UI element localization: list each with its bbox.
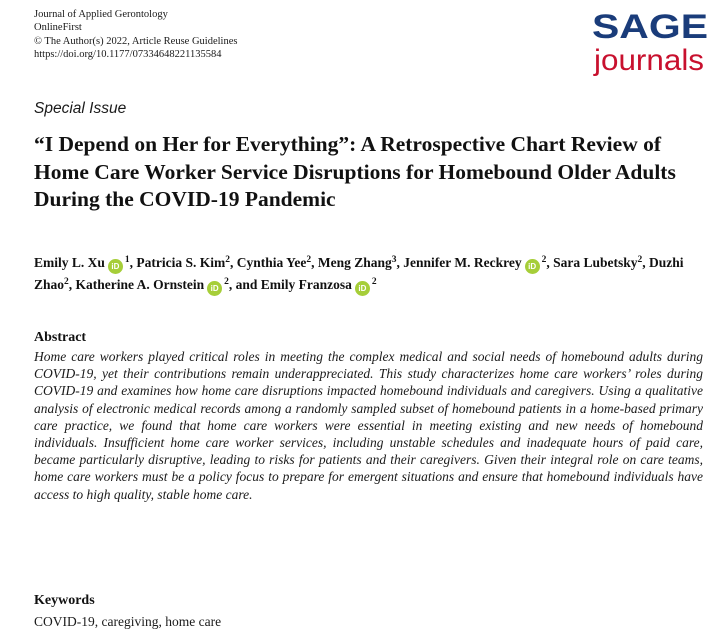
author-name[interactable]: Patricia S. Kim (136, 255, 226, 270)
author-affiliation: 2 (371, 277, 377, 287)
author-name[interactable]: Meng Zhang (317, 255, 392, 270)
journal-name: Journal of Applied Gerontology (34, 9, 168, 20)
author-name[interactable]: Jennifer M. Reckrey (403, 255, 522, 270)
author-affiliation: 2 (225, 255, 230, 265)
copyright-notice: © The Author(s) 2022, Article Reuse Guidelines (34, 35, 238, 47)
author-separator: , (642, 255, 650, 270)
author-separator: , and (228, 277, 261, 292)
author-name[interactable]: Duzhi Zhao (34, 255, 684, 292)
author-separator: , (311, 255, 318, 270)
author-name[interactable]: Emily Franzosa (260, 277, 352, 292)
journal-metadata (34, 8, 237, 62)
orcid-icon[interactable]: iD (355, 281, 370, 296)
sage-journals-logo (590, 4, 710, 78)
abstract-heading: Abstract (34, 330, 87, 345)
author-affiliation: 2 (541, 255, 547, 265)
author-affiliation: 1 (124, 255, 130, 265)
author-name[interactable]: Sara Lubetsky (553, 255, 638, 270)
logo-journals-text: journals (592, 44, 704, 77)
doi-link[interactable]: https://doi.org/10.1177/07334648221135584 (34, 49, 222, 61)
keywords-body: COVID-19, caregiving, home care (34, 614, 222, 629)
orcid-icon[interactable]: iD (207, 281, 222, 296)
author-affiliation: 2 (224, 277, 229, 287)
logo-sage-text: SAGE (592, 8, 708, 46)
section-label: Special Issue (34, 100, 127, 117)
author-affiliation: 2 (637, 255, 643, 265)
author-affiliation: 2 (306, 255, 312, 265)
author-name[interactable]: Katherine A. Ornstein (75, 277, 205, 292)
author-list (34, 252, 710, 296)
keywords-heading: Keywords (34, 593, 95, 608)
author-separator: , (396, 255, 404, 270)
author-separator: , (68, 277, 76, 292)
author-affiliation: 3 (391, 255, 397, 265)
author-name[interactable]: Cynthia Yee (236, 255, 307, 270)
author-name[interactable]: Emily L. Xu (34, 255, 105, 270)
author-separator: , (129, 255, 137, 270)
publication-status: OnlineFirst (34, 22, 82, 34)
abstract-body: Home care workers played critical roles in meeting the complex medical and social needs of homebound adults during COVID-19, yet their contributions remain underappreciated. This study characterizes home care workers’ roles during COVID-19 and examines how home care disruptions impacted homebound individuals and caregivers. Using a qualitative analysis of electronic medical records among a randomly sampled subset of homebound patients in a home-based primary care practice, we found that home care workers were essential in meeting existing and new needs of homebound individuals. Insufficient home care worker services, including unstable schedules and inadequate hours of paid care, became particularly disruptive, leading to risks for patients and their caregivers. Given their integral role on care teams, home care workers must be a policy focus to prepare for emergent situations and ensure that homebound individuals have access to high quality, stable home care. (34, 349, 703, 502)
article-title: “I Depend on Her for Everything”: A Retrospective Chart Review of Home Care Worker Service Disruptions for Homebound Older Adults During the COVID-19 Pandemic (34, 132, 676, 211)
author-separator: , (546, 255, 554, 270)
author-affiliation: 2 (64, 277, 69, 287)
author-separator: , (230, 255, 237, 270)
orcid-icon[interactable]: iD (525, 259, 540, 274)
orcid-icon[interactable]: iD (108, 259, 123, 274)
